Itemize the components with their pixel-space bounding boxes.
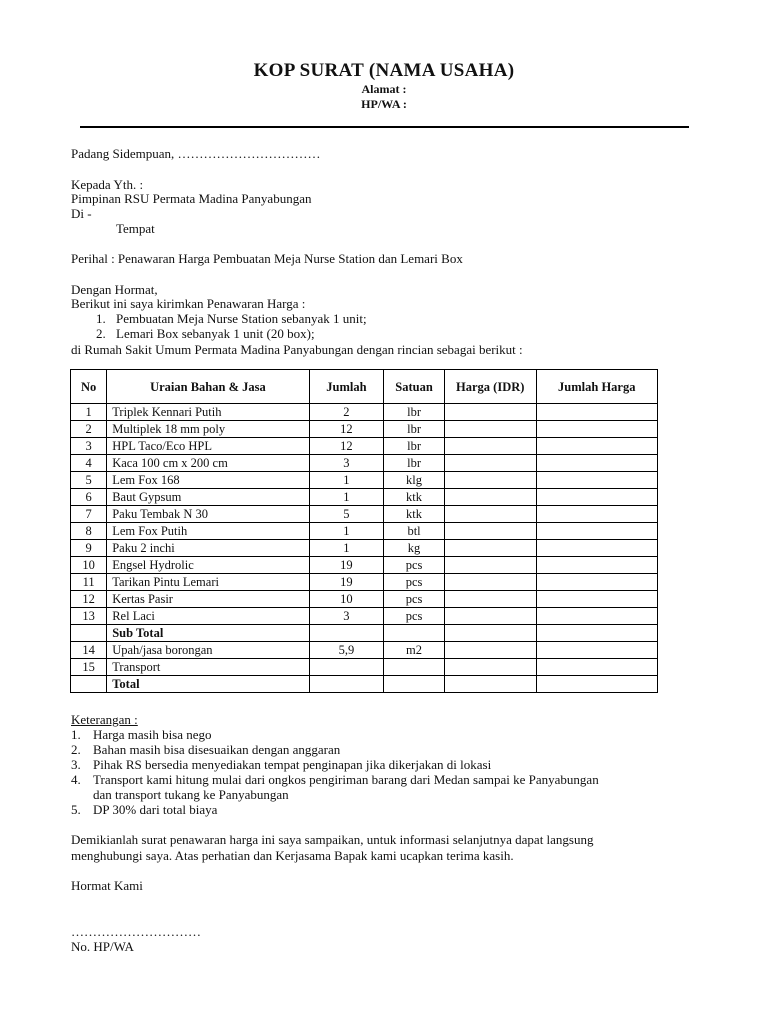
cell-no: 4 — [71, 455, 107, 472]
company-title: KOP SURAT (NAMA USAHA) — [253, 60, 515, 81]
cell-no: 3 — [71, 438, 107, 455]
cell-qty: 3 — [309, 455, 384, 472]
cell-no: 11 — [71, 574, 107, 591]
cell-total — [536, 421, 657, 438]
col-header-price: Harga (IDR) — [444, 370, 536, 404]
table-row — [71, 455, 658, 472]
cell-no — [71, 676, 107, 693]
letterhead-divider — [80, 126, 689, 128]
cell-price — [444, 676, 536, 693]
note-number: 3. — [71, 757, 81, 772]
table-row — [71, 591, 658, 608]
cell-price — [444, 455, 536, 472]
cell-desc: Lem Fox Putih — [107, 523, 309, 540]
cell-unit: lbr — [384, 438, 445, 455]
regards: Hormat Kami — [71, 878, 143, 893]
cell-total — [536, 489, 657, 506]
cell-qty: 1 — [309, 523, 384, 540]
cell-total — [536, 523, 657, 540]
cell-price — [444, 523, 536, 540]
greeting: Dengan Hormat, — [71, 282, 158, 297]
cell-price — [444, 472, 536, 489]
cell-desc: Transport — [107, 659, 309, 676]
cell-qty: 10 — [309, 591, 384, 608]
cell-desc: Paku 2 inchi — [107, 540, 309, 557]
cell-desc: Total — [107, 676, 309, 693]
intro: Berikut ini saya kirimkan Penawaran Harga : — [71, 296, 306, 311]
cell-desc: Sub Total — [107, 625, 309, 642]
cell-unit: lbr — [384, 455, 445, 472]
di-label: Di - — [71, 206, 92, 221]
contact-label: No. HP/WA — [71, 939, 134, 954]
cell-desc: Triplek Kennari Putih — [107, 404, 309, 421]
note-text: Harga masih bisa nego — [93, 727, 212, 742]
col-header-qty: Jumlah — [309, 370, 384, 404]
cell-price — [444, 404, 536, 421]
cell-unit: pcs — [384, 608, 445, 625]
table-row — [71, 472, 658, 489]
cell-unit: klg — [384, 472, 445, 489]
table-row — [71, 659, 658, 676]
cell-desc: Paku Tembak N 30 — [107, 506, 309, 523]
cell-no: 10 — [71, 557, 107, 574]
table-row — [71, 574, 658, 591]
company-address: Alamat : — [361, 82, 407, 96]
cell-unit: ktk — [384, 506, 445, 523]
cell-desc: Rel Laci — [107, 608, 309, 625]
note-number: 5. — [71, 802, 81, 817]
cell-unit — [384, 659, 445, 676]
signature-line: ………………………… — [71, 924, 201, 939]
cell-total — [536, 659, 657, 676]
cell-qty: 1 — [309, 540, 384, 557]
table-row — [71, 642, 658, 659]
cell-qty: 12 — [309, 421, 384, 438]
cell-no: 2 — [71, 421, 107, 438]
cell-total — [536, 455, 657, 472]
cell-unit: kg — [384, 540, 445, 557]
cell-unit — [384, 625, 445, 642]
col-header-unit: Satuan — [384, 370, 445, 404]
offer-item-2: Lemari Box sebanyak 1 unit (20 box); — [116, 326, 315, 341]
table-row — [71, 540, 658, 557]
company-phone: HP/WA : — [361, 97, 407, 111]
table-row — [71, 625, 658, 642]
cell-no: 15 — [71, 659, 107, 676]
note-number: 2. — [71, 742, 81, 757]
subject: Perihal : Penawaran Harga Pembuatan Meja Nurse Station dan Lemari Box — [71, 251, 463, 266]
cell-price — [444, 557, 536, 574]
offer-item-2-num: 2. — [96, 326, 106, 341]
cell-desc: Engsel Hydrolic — [107, 557, 309, 574]
cell-price — [444, 625, 536, 642]
cell-qty — [309, 659, 384, 676]
offer-item-1-num: 1. — [96, 311, 106, 326]
location-line: di Rumah Sakit Umum Permata Madina Panyabungan dengan rincian sebagai berikut : — [71, 342, 523, 357]
cell-price — [444, 540, 536, 557]
col-header-total: Jumlah Harga — [536, 370, 657, 404]
cell-qty: 19 — [309, 574, 384, 591]
cell-unit: lbr — [384, 421, 445, 438]
cell-total — [536, 625, 657, 642]
col-header-no: No — [71, 370, 107, 404]
price-table — [70, 369, 658, 693]
cell-total — [536, 574, 657, 591]
note-text: DP 30% dari total biaya — [93, 802, 218, 817]
cell-no: 9 — [71, 540, 107, 557]
cell-no: 8 — [71, 523, 107, 540]
note-number: 1. — [71, 727, 81, 742]
cell-total — [536, 557, 657, 574]
cell-total — [536, 676, 657, 693]
cell-desc: HPL Taco/Eco HPL — [107, 438, 309, 455]
cell-price — [444, 574, 536, 591]
cell-qty: 5,9 — [309, 642, 384, 659]
cell-desc: Multiplek 18 mm poly — [107, 421, 309, 438]
cell-total — [536, 642, 657, 659]
cell-desc: Kertas Pasir — [107, 591, 309, 608]
cell-qty: 1 — [309, 472, 384, 489]
cell-qty — [309, 676, 384, 693]
table-row — [71, 404, 658, 421]
tempat-label: Tempat — [116, 221, 155, 236]
cell-unit — [384, 676, 445, 693]
cell-unit: btl — [384, 523, 445, 540]
table-row — [71, 421, 658, 438]
cell-total — [536, 404, 657, 421]
notes-title: Keterangan : — [71, 712, 138, 727]
cell-price — [444, 438, 536, 455]
table-body — [71, 404, 658, 693]
place-date: Padang Sidempuan, …………………………… — [71, 146, 321, 161]
closing-line-1: Demikianlah surat penawaran harga ini saya sampaikan, untuk informasi selanjutnya dapat langsung — [71, 832, 594, 847]
cell-no: 12 — [71, 591, 107, 608]
cell-total — [536, 591, 657, 608]
cell-unit: ktk — [384, 489, 445, 506]
col-header-desc: Uraian Bahan & Jasa — [107, 370, 309, 404]
cell-price — [444, 421, 536, 438]
cell-price — [444, 608, 536, 625]
cell-total — [536, 506, 657, 523]
cell-desc: Lem Fox 168 — [107, 472, 309, 489]
cell-qty: 19 — [309, 557, 384, 574]
cell-no: 7 — [71, 506, 107, 523]
cell-total — [536, 438, 657, 455]
table-row — [71, 506, 658, 523]
table-row — [71, 489, 658, 506]
recipient: Pimpinan RSU Permata Madina Panyabungan — [71, 191, 312, 206]
cell-no: 13 — [71, 608, 107, 625]
cell-unit: pcs — [384, 591, 445, 608]
cell-qty: 3 — [309, 608, 384, 625]
cell-price — [444, 506, 536, 523]
cell-desc: Upah/jasa borongan — [107, 642, 309, 659]
table-header-row — [71, 370, 658, 404]
note-text: Transport kami hitung mulai dari ongkos pengiriman barang dari Medan sampai ke Panyabungan — [93, 772, 599, 787]
closing-line-2: menghubungi saya. Atas perhatian dan Kerjasama Bapak kami ucapkan terima kasih. — [71, 848, 514, 863]
cell-total — [536, 540, 657, 557]
cell-qty: 1 — [309, 489, 384, 506]
table-row — [71, 557, 658, 574]
to-label: Kepada Yth. : — [71, 177, 144, 192]
note-text: Bahan masih bisa disesuaikan dengan anggaran — [93, 742, 341, 757]
note-text: Pihak RS bersedia menyediakan tempat penginapan jika dikerjakan di lokasi — [93, 757, 492, 772]
cell-desc: Tarikan Pintu Lemari — [107, 574, 309, 591]
cell-qty: 5 — [309, 506, 384, 523]
cell-price — [444, 642, 536, 659]
cell-total — [536, 472, 657, 489]
cell-price — [444, 591, 536, 608]
table-row — [71, 523, 658, 540]
cell-no: 5 — [71, 472, 107, 489]
cell-price — [444, 489, 536, 506]
note-number: 4. — [71, 772, 81, 787]
cell-unit: m2 — [384, 642, 445, 659]
letterhead — [0, 60, 768, 112]
cell-unit: pcs — [384, 574, 445, 591]
cell-qty: 12 — [309, 438, 384, 455]
cell-qty: 2 — [309, 404, 384, 421]
offer-item-1: Pembuatan Meja Nurse Station sebanyak 1 unit; — [116, 311, 367, 326]
cell-no: 6 — [71, 489, 107, 506]
cell-no: 14 — [71, 642, 107, 659]
cell-no — [71, 625, 107, 642]
cell-no: 1 — [71, 404, 107, 421]
table-row — [71, 608, 658, 625]
cell-desc: Baut Gypsum — [107, 489, 309, 506]
cell-desc: Kaca 100 cm x 200 cm — [107, 455, 309, 472]
cell-qty — [309, 625, 384, 642]
cell-unit: pcs — [384, 557, 445, 574]
cell-price — [444, 659, 536, 676]
table-row — [71, 438, 658, 455]
note-text: dan transport tukang ke Panyabungan — [93, 787, 289, 802]
cell-total — [536, 608, 657, 625]
cell-unit: lbr — [384, 404, 445, 421]
table-row — [71, 676, 658, 693]
